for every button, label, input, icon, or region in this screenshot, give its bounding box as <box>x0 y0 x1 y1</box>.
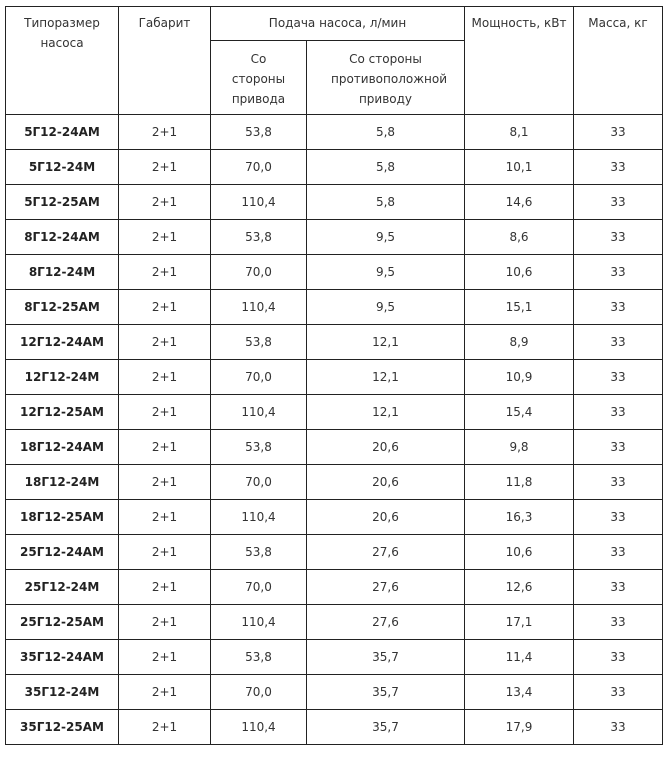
cell-mass: 33 <box>574 150 663 185</box>
cell-model: 25Г12-25АМ <box>6 605 119 640</box>
table-row <box>6 640 663 675</box>
cell-mass: 33 <box>574 500 663 535</box>
cell-model: 12Г12-24М <box>6 360 119 395</box>
table-row <box>6 150 663 185</box>
cell-flow-drive: 53,8 <box>211 220 307 255</box>
cell-size: 2+1 <box>119 185 211 220</box>
cell-model: 18Г12-24М <box>6 465 119 500</box>
cell-flow-drive: 110,4 <box>211 605 307 640</box>
table-row <box>6 535 663 570</box>
table-row <box>6 325 663 360</box>
cell-mass: 33 <box>574 465 663 500</box>
cell-flow-opposite: 9,5 <box>307 255 465 290</box>
cell-mass: 33 <box>574 290 663 325</box>
cell-power: 11,4 <box>465 640 574 675</box>
cell-flow-opposite: 27,6 <box>307 605 465 640</box>
table-row <box>6 430 663 465</box>
cell-flow-opposite: 35,7 <box>307 710 465 745</box>
cell-flow-opposite: 12,1 <box>307 325 465 360</box>
cell-flow-opposite: 9,5 <box>307 220 465 255</box>
cell-size: 2+1 <box>119 325 211 360</box>
cell-flow-opposite: 5,8 <box>307 185 465 220</box>
cell-flow-drive: 70,0 <box>211 360 307 395</box>
cell-flow-opposite: 5,8 <box>307 150 465 185</box>
cell-size: 2+1 <box>119 360 211 395</box>
header-mass: Масса, кг <box>574 7 663 115</box>
cell-model: 35Г12-25АМ <box>6 710 119 745</box>
cell-power: 8,1 <box>465 115 574 150</box>
cell-power: 16,3 <box>465 500 574 535</box>
table-row <box>6 255 663 290</box>
cell-flow-opposite: 9,5 <box>307 290 465 325</box>
cell-size: 2+1 <box>119 150 211 185</box>
pump-specs-table <box>5 6 663 745</box>
cell-size: 2+1 <box>119 220 211 255</box>
cell-mass: 33 <box>574 675 663 710</box>
table-row <box>6 220 663 255</box>
cell-power: 17,1 <box>465 605 574 640</box>
cell-power: 10,9 <box>465 360 574 395</box>
cell-size: 2+1 <box>119 710 211 745</box>
cell-mass: 33 <box>574 115 663 150</box>
cell-flow-drive: 110,4 <box>211 185 307 220</box>
table-header <box>6 7 663 115</box>
table-row <box>6 360 663 395</box>
cell-flow-drive: 53,8 <box>211 640 307 675</box>
cell-power: 13,4 <box>465 675 574 710</box>
cell-flow-opposite: 35,7 <box>307 640 465 675</box>
cell-flow-opposite: 27,6 <box>307 535 465 570</box>
cell-mass: 33 <box>574 255 663 290</box>
cell-flow-opposite: 35,7 <box>307 675 465 710</box>
cell-mass: 33 <box>574 185 663 220</box>
cell-size: 2+1 <box>119 535 211 570</box>
cell-size: 2+1 <box>119 430 211 465</box>
cell-power: 10,6 <box>465 255 574 290</box>
cell-model: 18Г12-25АМ <box>6 500 119 535</box>
table-row <box>6 570 663 605</box>
cell-flow-drive: 110,4 <box>211 290 307 325</box>
cell-size: 2+1 <box>119 395 211 430</box>
cell-size: 2+1 <box>119 570 211 605</box>
header-flow-opposite: Со стороны противоположной приводу <box>307 41 465 115</box>
cell-power: 8,6 <box>465 220 574 255</box>
cell-flow-opposite: 12,1 <box>307 360 465 395</box>
cell-size: 2+1 <box>119 290 211 325</box>
table-row <box>6 290 663 325</box>
cell-size: 2+1 <box>119 115 211 150</box>
cell-model: 25Г12-24М <box>6 570 119 605</box>
cell-model: 8Г12-24АМ <box>6 220 119 255</box>
cell-model: 5Г12-24М <box>6 150 119 185</box>
cell-size: 2+1 <box>119 640 211 675</box>
table-row <box>6 115 663 150</box>
cell-size: 2+1 <box>119 675 211 710</box>
cell-power: 9,8 <box>465 430 574 465</box>
cell-power: 15,1 <box>465 290 574 325</box>
cell-flow-opposite: 20,6 <box>307 465 465 500</box>
cell-mass: 33 <box>574 395 663 430</box>
cell-size: 2+1 <box>119 605 211 640</box>
cell-flow-drive: 70,0 <box>211 150 307 185</box>
cell-size: 2+1 <box>119 500 211 535</box>
cell-flow-drive: 53,8 <box>211 535 307 570</box>
table-row <box>6 710 663 745</box>
cell-mass: 33 <box>574 605 663 640</box>
cell-power: 14,6 <box>465 185 574 220</box>
table-row <box>6 395 663 430</box>
table-row <box>6 465 663 500</box>
cell-model: 5Г12-25АМ <box>6 185 119 220</box>
cell-mass: 33 <box>574 220 663 255</box>
cell-flow-opposite: 27,6 <box>307 570 465 605</box>
header-power: Мощность, кВт <box>465 7 574 115</box>
cell-power: 8,9 <box>465 325 574 360</box>
cell-mass: 33 <box>574 430 663 465</box>
cell-model: 25Г12-24АМ <box>6 535 119 570</box>
cell-model: 12Г12-25АМ <box>6 395 119 430</box>
cell-mass: 33 <box>574 570 663 605</box>
table-row <box>6 675 663 710</box>
cell-size: 2+1 <box>119 255 211 290</box>
table-body <box>6 115 663 745</box>
cell-flow-drive: 70,0 <box>211 675 307 710</box>
cell-flow-drive: 70,0 <box>211 570 307 605</box>
table-row <box>6 185 663 220</box>
cell-flow-drive: 53,8 <box>211 115 307 150</box>
cell-model: 8Г12-25АМ <box>6 290 119 325</box>
cell-flow-drive: 70,0 <box>211 255 307 290</box>
cell-flow-drive: 53,8 <box>211 325 307 360</box>
cell-flow-drive: 70,0 <box>211 465 307 500</box>
header-model: Типоразмер насоса <box>6 7 119 115</box>
cell-flow-opposite: 12,1 <box>307 395 465 430</box>
cell-mass: 33 <box>574 325 663 360</box>
cell-flow-opposite: 20,6 <box>307 430 465 465</box>
cell-model: 12Г12-24АМ <box>6 325 119 360</box>
cell-flow-opposite: 5,8 <box>307 115 465 150</box>
header-size: Габарит <box>119 7 211 115</box>
cell-flow-opposite: 20,6 <box>307 500 465 535</box>
cell-mass: 33 <box>574 360 663 395</box>
cell-power: 10,6 <box>465 535 574 570</box>
cell-mass: 33 <box>574 640 663 675</box>
cell-flow-drive: 110,4 <box>211 710 307 745</box>
cell-power: 15,4 <box>465 395 574 430</box>
cell-flow-drive: 110,4 <box>211 395 307 430</box>
cell-model: 35Г12-24АМ <box>6 640 119 675</box>
cell-power: 12,6 <box>465 570 574 605</box>
cell-power: 11,8 <box>465 465 574 500</box>
cell-power: 10,1 <box>465 150 574 185</box>
cell-power: 17,9 <box>465 710 574 745</box>
cell-model: 8Г12-24М <box>6 255 119 290</box>
cell-model: 5Г12-24АМ <box>6 115 119 150</box>
cell-mass: 33 <box>574 535 663 570</box>
header-flow-group: Подача насоса, л/мин <box>211 7 465 41</box>
cell-flow-drive: 53,8 <box>211 430 307 465</box>
cell-model: 35Г12-24М <box>6 675 119 710</box>
cell-model: 18Г12-24АМ <box>6 430 119 465</box>
table-row <box>6 605 663 640</box>
table-row <box>6 500 663 535</box>
cell-flow-drive: 110,4 <box>211 500 307 535</box>
cell-size: 2+1 <box>119 465 211 500</box>
cell-mass: 33 <box>574 710 663 745</box>
header-flow-drive: Со стороны привода <box>211 41 307 115</box>
